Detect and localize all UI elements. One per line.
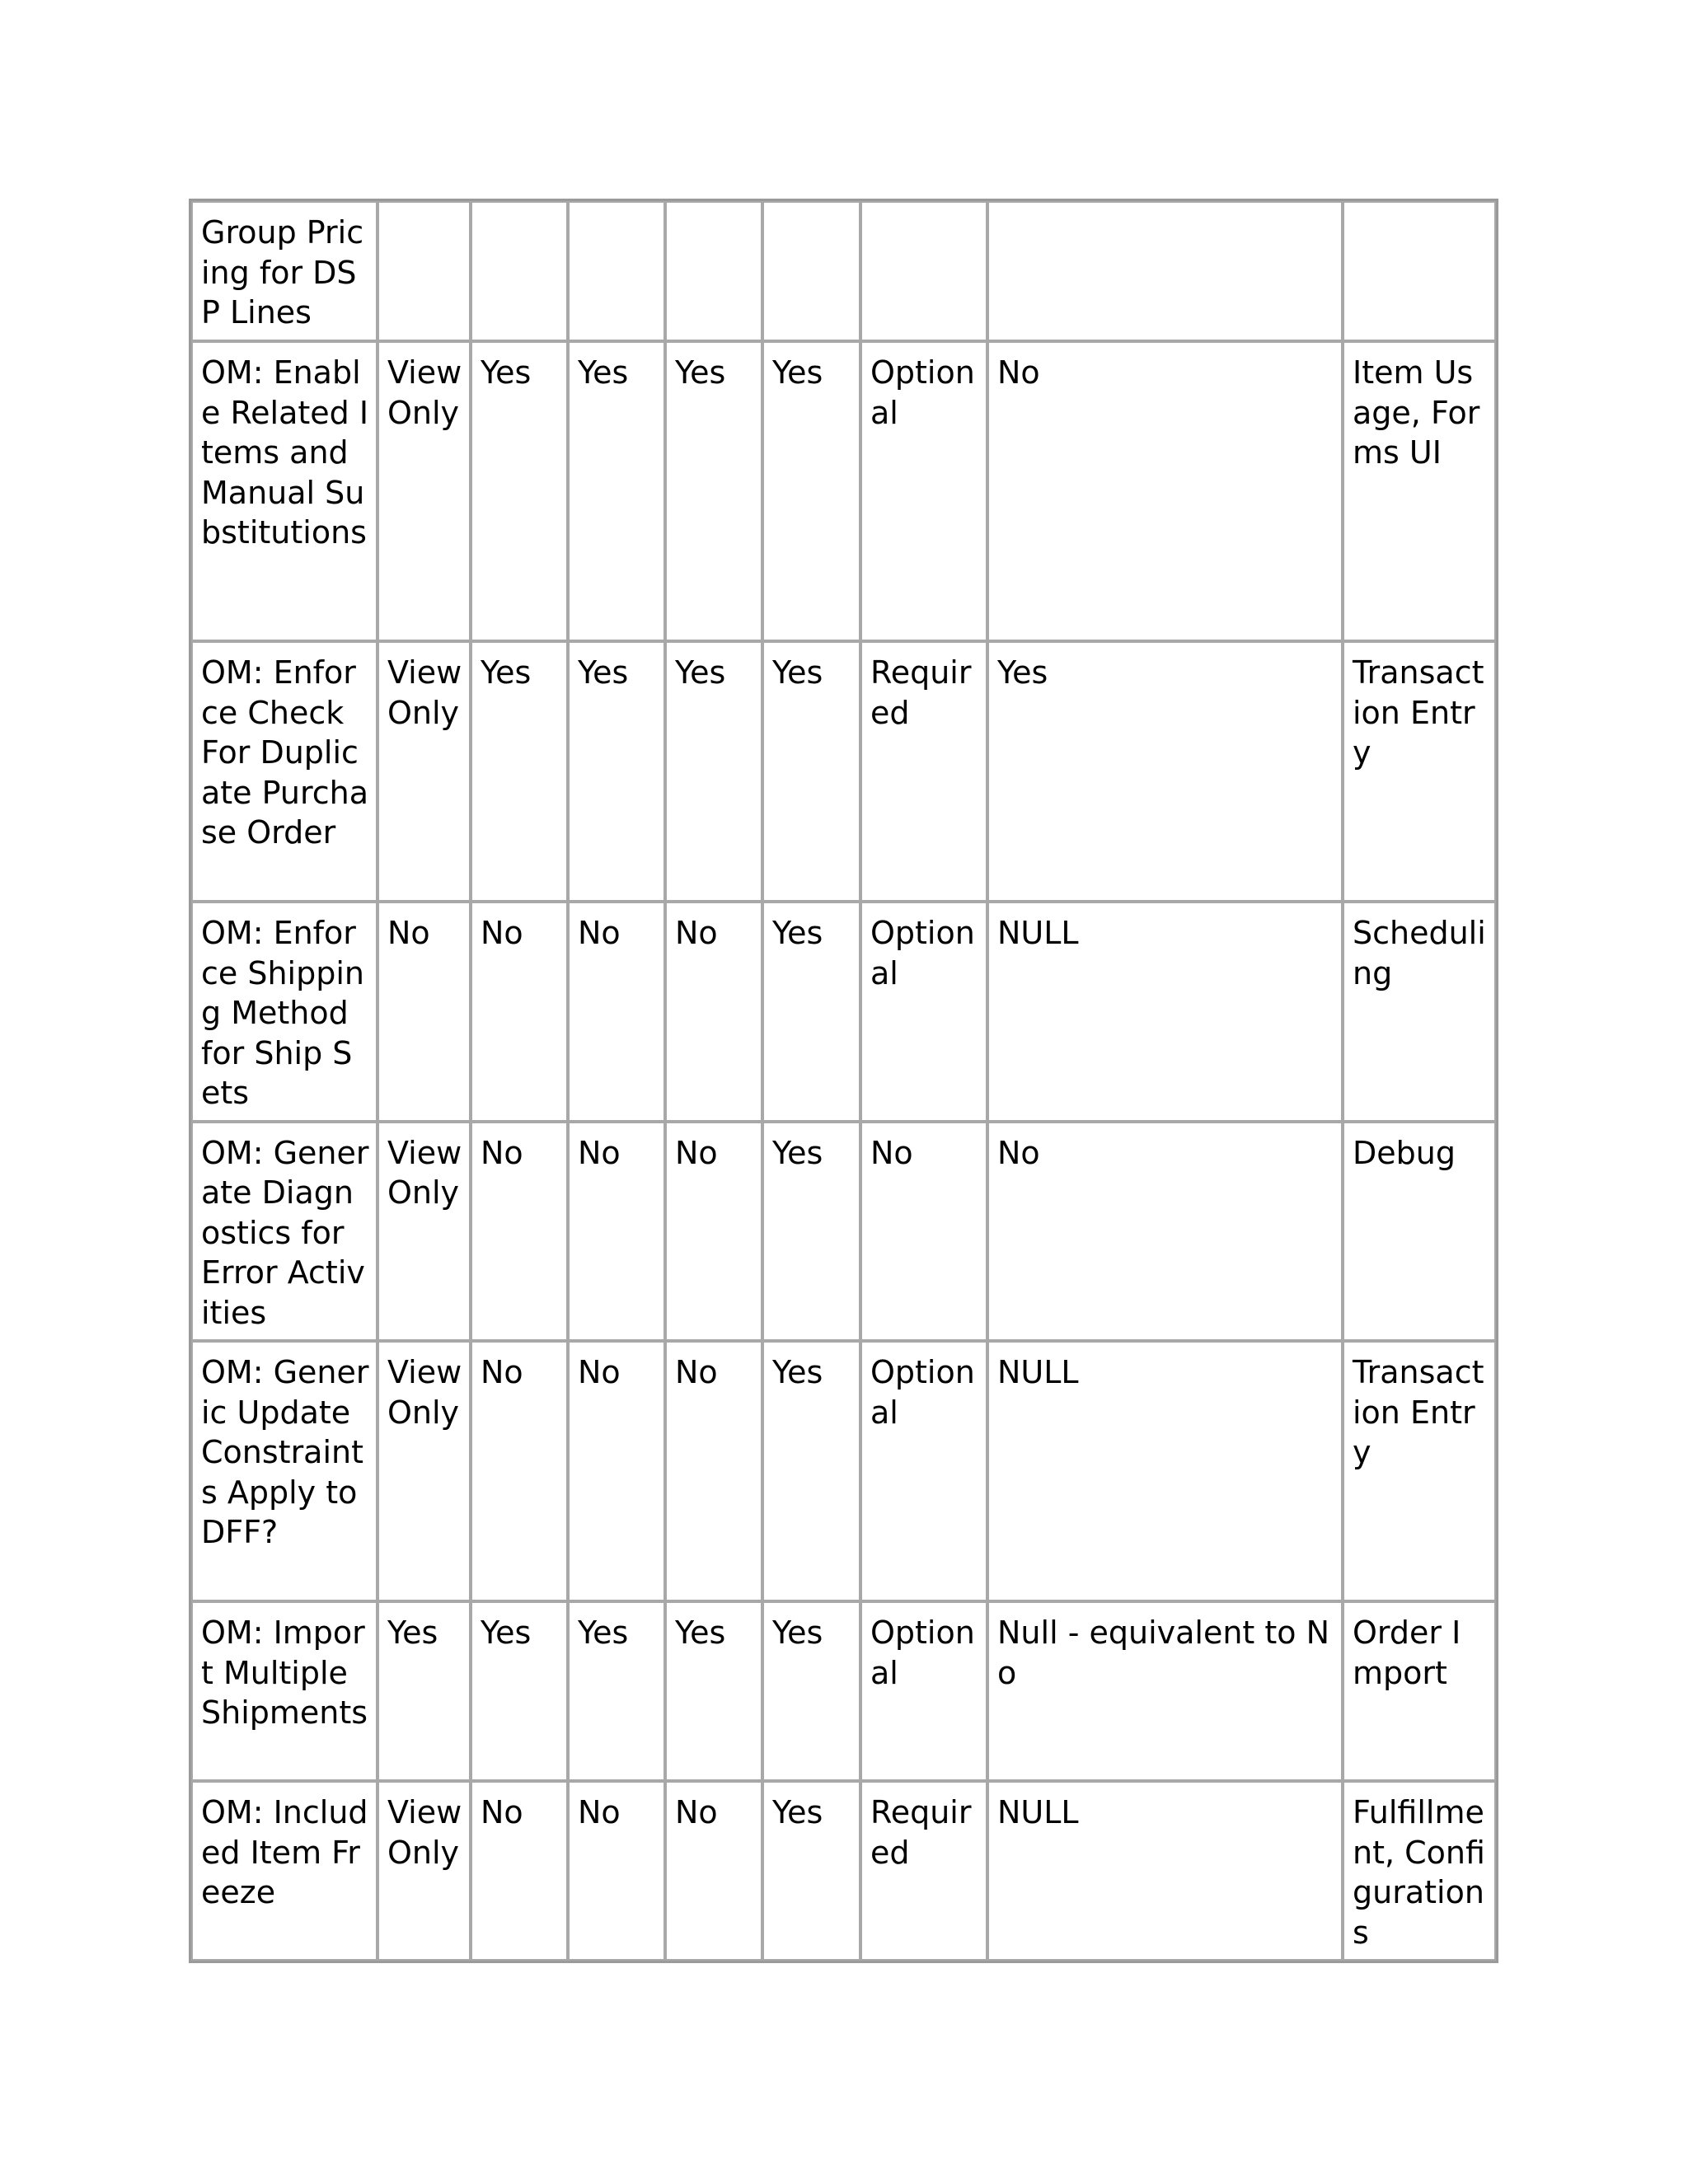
table-cell: No	[665, 902, 762, 1122]
table-cell: No	[860, 1122, 987, 1342]
table-cell	[987, 201, 1343, 341]
table-cell: Yes	[762, 1122, 860, 1342]
table-cell: Scheduling	[1343, 902, 1496, 1122]
table-cell: Yes	[665, 1601, 762, 1781]
table-cell: No	[568, 1781, 665, 1961]
table-cell: Yes	[762, 641, 860, 902]
table-cell: Required	[860, 641, 987, 902]
table-row	[191, 902, 1496, 1122]
table-cell: Yes	[568, 641, 665, 902]
table-cell: Optional	[860, 1341, 987, 1601]
table-row	[191, 201, 1496, 341]
table-cell: No	[471, 902, 568, 1122]
profile-option-name: OM: Generate Diagnostics for Error Activities	[191, 1122, 377, 1342]
table-cell: Yes	[762, 1781, 860, 1961]
table-cell: No	[987, 341, 1343, 641]
table-cell: Order Import	[1343, 1601, 1496, 1781]
table-cell	[377, 201, 471, 341]
profile-option-name: OM: Enable Related Items and Manual Substitutions	[191, 341, 377, 641]
profile-option-name: OM: Included Item Freeze	[191, 1781, 377, 1961]
table-cell: Fulfillment, Configurations	[1343, 1781, 1496, 1961]
table-cell: Yes	[762, 902, 860, 1122]
table-cell: No	[471, 1122, 568, 1342]
table-cell	[860, 201, 987, 341]
table-cell: No	[665, 1781, 762, 1961]
table-cell	[665, 201, 762, 341]
table-cell: NULL	[987, 1781, 1343, 1961]
table-cell: NULL	[987, 902, 1343, 1122]
table-row	[191, 1781, 1496, 1961]
table-cell: Yes	[987, 641, 1343, 902]
table-cell	[1343, 201, 1496, 341]
table-cell: View Only	[377, 1122, 471, 1342]
table-cell: Required	[860, 1781, 987, 1961]
table-cell: No	[471, 1341, 568, 1601]
table-row	[191, 1601, 1496, 1781]
table-cell: Optional	[860, 341, 987, 641]
table-cell: Yes	[568, 1601, 665, 1781]
table-row	[191, 641, 1496, 902]
table-cell: Transaction Entry	[1343, 641, 1496, 902]
table-cell: Yes	[471, 641, 568, 902]
table-body	[191, 201, 1496, 1961]
table-cell: No	[665, 1122, 762, 1342]
table-cell: Yes	[665, 641, 762, 902]
table-cell: Yes	[762, 341, 860, 641]
table-cell: No	[987, 1122, 1343, 1342]
table-cell: Yes	[762, 1341, 860, 1601]
table-cell: View Only	[377, 1341, 471, 1601]
table-cell: Transaction Entry	[1343, 1341, 1496, 1601]
table-cell: Optional	[860, 1601, 987, 1781]
table-cell: Item Usage, Forms UI	[1343, 341, 1496, 641]
profile-option-name: OM: Enforce Check For Duplicate Purchase Order	[191, 641, 377, 902]
profile-option-name: OM: Enforce Shipping Method for Ship Sets	[191, 902, 377, 1122]
profile-options-table	[189, 199, 1498, 1963]
table-cell	[471, 201, 568, 341]
table-cell: No	[665, 1341, 762, 1601]
table-cell: Null - equivalent to No	[987, 1601, 1343, 1781]
table-cell: No	[568, 1341, 665, 1601]
profile-option-name: Group Pricing for DSP Lines	[191, 201, 377, 341]
profile-option-name: OM: Generic Update Constraints Apply to DFF?	[191, 1341, 377, 1601]
profile-option-name: OM: Import Multiple Shipments	[191, 1601, 377, 1781]
table-cell: Yes	[471, 1601, 568, 1781]
table-row	[191, 1122, 1496, 1342]
table-cell: Yes	[568, 341, 665, 641]
table-cell: No	[568, 1122, 665, 1342]
table-cell: No	[471, 1781, 568, 1961]
table-cell: View Only	[377, 641, 471, 902]
table-row	[191, 1341, 1496, 1601]
table-cell: No	[568, 902, 665, 1122]
table-row	[191, 341, 1496, 641]
table-cell: Yes	[471, 341, 568, 641]
table-cell: NULL	[987, 1341, 1343, 1601]
table-cell: Debug	[1343, 1122, 1496, 1342]
table-cell: Optional	[860, 902, 987, 1122]
table-cell	[762, 201, 860, 341]
table-cell	[568, 201, 665, 341]
table-cell: No	[377, 902, 471, 1122]
table-cell: View Only	[377, 341, 471, 641]
table-cell: Yes	[377, 1601, 471, 1781]
table-cell: Yes	[665, 341, 762, 641]
table-cell: View Only	[377, 1781, 471, 1961]
table-cell: Yes	[762, 1601, 860, 1781]
